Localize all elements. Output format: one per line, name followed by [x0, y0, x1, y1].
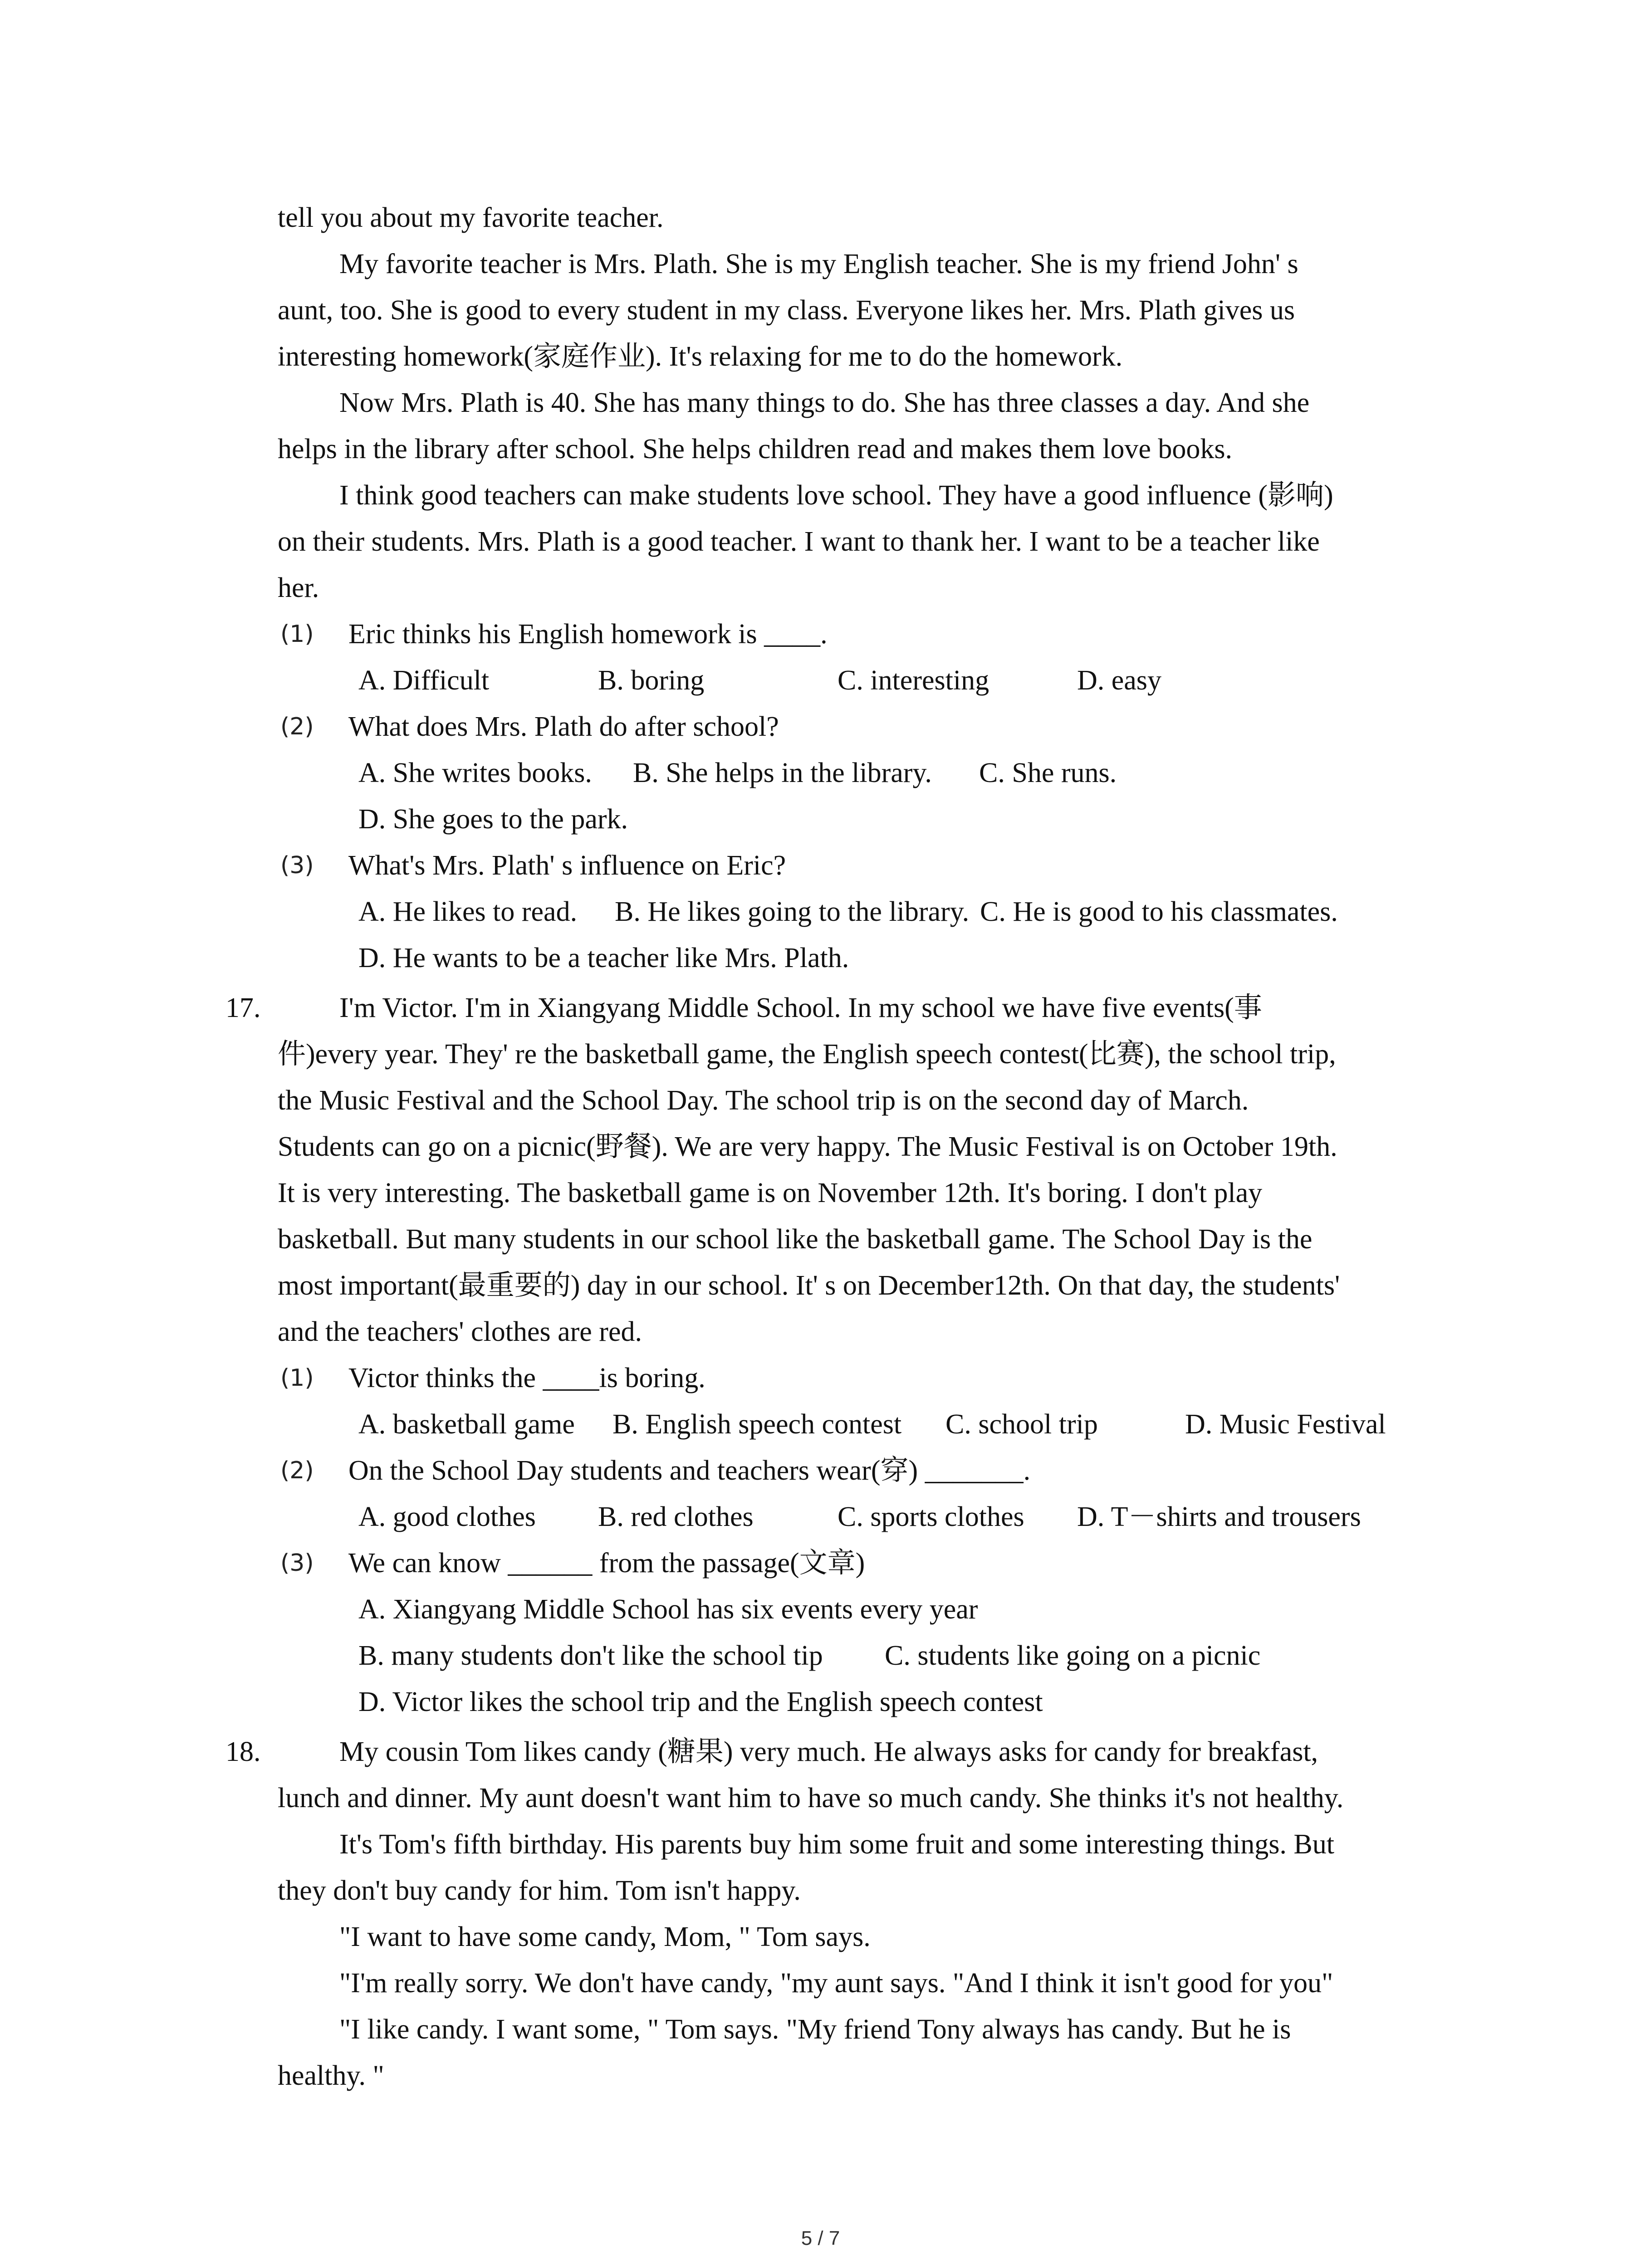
question-stem: On the School Day students and teachers wear(穿) _______.	[348, 1455, 1031, 1486]
option-b: B. English speech contest	[612, 1409, 902, 1440]
passage-line: tell you about my favorite teacher.	[278, 202, 664, 233]
option-d: D. Music Festival	[1185, 1409, 1386, 1440]
passage-line: on their students. Mrs. Plath is a good teacher. I want to thank her. I want to be a teacher like	[278, 526, 1320, 557]
option-a: A. good clothes	[358, 1501, 536, 1532]
option-c: C. He is good to his classmates.	[980, 896, 1338, 927]
option-c: C. She runs.	[979, 758, 1117, 788]
option-a: A. Xiangyang Middle School has six events every year	[358, 1594, 978, 1625]
subquestion-number: (1)	[280, 1364, 314, 1392]
option-d: D. He wants to be a teacher like Mrs. Plath.	[358, 943, 849, 973]
passage-line: It is very interesting. The basketball game is on November 12th. It's boring. I don't play	[278, 1178, 1263, 1208]
passage-line: Now Mrs. Plath is 40. She has many things to do. She has three classes a day. And she	[339, 387, 1310, 418]
passage-line: 件)every year. They' re the basketball game, the English speech contest(比赛), the school trip,	[278, 1039, 1336, 1070]
subquestion-number: (2)	[280, 1457, 314, 1484]
option-b: B. red clothes	[598, 1501, 754, 1532]
page-number: 5 / 7	[801, 2227, 840, 2249]
passage-line: and the teachers' clothes are red.	[278, 1316, 642, 1347]
passage-line: "I like candy. I want some, " Tom says. "My friend Tony always has candy. But he is	[339, 2014, 1291, 2045]
passage-line: basketball. But many students in our school like the basketball game. The School Day is the	[278, 1224, 1313, 1255]
passage-line: My cousin Tom likes candy (糖果) very much. He always asks for candy for breakfast,	[339, 1736, 1318, 1767]
option-a: A. He likes to read.	[358, 896, 578, 927]
passage-line: most important(最重要的) day in our school. It' s on December12th. On that day, the students'	[278, 1270, 1340, 1301]
passage-line: healthy. "	[278, 2060, 384, 2091]
question-stem: What does Mrs. Plath do after school?	[348, 711, 779, 742]
passage-line: the Music Festival and the School Day. The school trip is on the second day of March.	[278, 1085, 1249, 1116]
question-stem: We can know ______ from the passage(文章)	[348, 1548, 865, 1579]
subquestion-number: (3)	[280, 1549, 314, 1577]
passage-line: they don't buy candy for him. Tom isn't happy.	[278, 1875, 801, 1906]
option-c: C. students like going on a picnic	[885, 1640, 1261, 1671]
subquestion-number: (3)	[280, 852, 314, 879]
question-number: 17.	[225, 992, 261, 1023]
option-d: D. T－shirts and trousers	[1077, 1501, 1361, 1532]
option-c: C. school trip	[945, 1409, 1098, 1440]
passage-line: "I'm really sorry. We don't have candy, "my aunt says. "And I think it isn't good for you"	[339, 1968, 1333, 1999]
option-a: A. Difficult	[358, 665, 490, 696]
option-c: C. interesting	[838, 665, 989, 696]
subquestion-number: (1)	[280, 621, 314, 648]
passage-line: interesting homework(家庭作业). It's relaxing for me to do the homework.	[278, 341, 1123, 372]
subquestion-number: (2)	[280, 713, 314, 740]
passage-line: It's Tom's fifth birthday. His parents buy him some fruit and some interesting things. But	[339, 1829, 1334, 1860]
passage-line: Students can go on a picnic(野餐). We are very happy. The Music Festival is on October 19th.	[278, 1131, 1337, 1162]
passage-line: her.	[278, 572, 319, 603]
option-b: B. She helps in the library.	[633, 758, 932, 788]
passage-line: I'm Victor. I'm in Xiangyang Middle School. In my school we have five events(事	[339, 992, 1262, 1023]
question-stem: Victor thinks the ____is boring.	[348, 1363, 705, 1393]
passage-line: My favorite teacher is Mrs. Plath. She is my English teacher. She is my friend John' s	[339, 249, 1298, 279]
option-d: D. easy	[1077, 665, 1161, 696]
option-b: B. He likes going to the library.	[615, 896, 970, 927]
passage-line: helps in the library after school. She helps children read and makes them love books.	[278, 434, 1232, 464]
passage-line: aunt, too. She is good to every student in my class. Everyone likes her. Mrs. Plath gives us	[278, 295, 1295, 326]
option-c: C. sports clothes	[838, 1501, 1024, 1532]
question-stem: What's Mrs. Plath' s influence on Eric?	[348, 850, 786, 881]
passage-line: I think good teachers can make students love school. They have a good influence (影响)	[339, 480, 1333, 511]
option-a: A. basketball game	[358, 1409, 575, 1440]
option-b: B. boring	[598, 665, 705, 696]
option-d: D. Victor likes the school trip and the English speech contest	[358, 1686, 1043, 1717]
question-number: 18.	[225, 1736, 261, 1767]
option-a: A. She writes books.	[358, 758, 592, 788]
option-d: D. She goes to the park.	[358, 804, 628, 835]
option-b: B. many students don't like the school tip	[358, 1640, 823, 1671]
passage-line: "I want to have some candy, Mom, " Tom says.	[339, 1921, 871, 1952]
passage-line: lunch and dinner. My aunt doesn't want him to have so much candy. She thinks it's not healthy.	[278, 1783, 1344, 1813]
question-stem: Eric thinks his English homework is ____.	[348, 619, 828, 650]
